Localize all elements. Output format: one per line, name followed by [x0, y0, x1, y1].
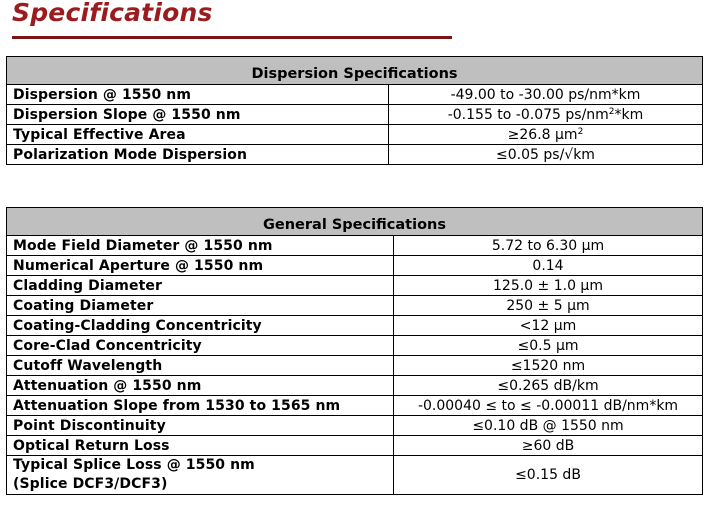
table-row — [7, 105, 703, 125]
table-row — [7, 376, 703, 396]
table-row — [7, 436, 703, 456]
row-value — [389, 105, 703, 125]
value-text: -0.155 to -0.075 ps/nm — [447, 106, 609, 123]
row-value: 0.14 — [394, 256, 703, 276]
row-label — [7, 456, 394, 495]
table-row — [7, 396, 703, 416]
row-value: ≤0.10 dB @ 1550 nm — [394, 416, 703, 436]
table-row — [7, 256, 703, 276]
table-heading: Dispersion Specifications — [7, 57, 703, 85]
row-label: Mode Field Diameter @ 1550 nm — [7, 236, 394, 256]
row-label: Core-Clad Concentricity — [7, 336, 394, 356]
title-underline — [12, 36, 452, 39]
table-row — [7, 316, 703, 336]
row-label: Dispersion Slope @ 1550 nm — [7, 105, 389, 125]
row-label: Coating Diameter — [7, 296, 394, 316]
table-row — [7, 336, 703, 356]
row-label: Attenuation @ 1550 nm — [7, 376, 394, 396]
row-value: <12 µm — [394, 316, 703, 336]
row-value: 5.72 to 6.30 µm — [394, 236, 703, 256]
table-heading: General Specifications — [7, 208, 703, 236]
page-title: Specifications — [12, 0, 213, 27]
table-row — [7, 296, 703, 316]
row-label: Numerical Aperture @ 1550 nm — [7, 256, 394, 276]
row-value: ≤0.15 dB — [394, 456, 703, 495]
row-label: Typical Effective Area — [7, 125, 389, 145]
value-text: ≥26.8 µm — [507, 126, 578, 143]
row-value: -0.00040 ≤ to ≤ -0.00011 dB/nm*km — [394, 396, 703, 416]
row-label: Polarization Mode Dispersion — [7, 145, 389, 165]
row-value: 250 ± 5 µm — [394, 296, 703, 316]
table-row — [7, 85, 703, 105]
row-label: Dispersion @ 1550 nm — [7, 85, 389, 105]
general-specifications-table — [6, 207, 703, 495]
row-value: 125.0 ± 1.0 µm — [394, 276, 703, 296]
row-label: Attenuation Slope from 1530 to 1565 nm — [7, 396, 394, 416]
row-value: ≤0.265 dB/km — [394, 376, 703, 396]
row-label-line2: (Splice DCF3/DCF3) — [13, 476, 168, 492]
row-label: Optical Return Loss — [7, 436, 394, 456]
row-label: Cutoff Wavelength — [7, 356, 394, 376]
table-row — [7, 456, 703, 495]
superscript: 2 — [608, 106, 615, 117]
table-row — [7, 276, 703, 296]
superscript: 2 — [577, 126, 584, 137]
row-label: Cladding Diameter — [7, 276, 394, 296]
value-suffix: *km — [614, 106, 644, 123]
table-row — [7, 125, 703, 145]
row-value: ≤0.5 µm — [394, 336, 703, 356]
dispersion-specifications-table — [6, 56, 703, 165]
row-value — [389, 125, 703, 145]
row-label: Point Discontinuity — [7, 416, 394, 436]
row-value: ≥60 dB — [394, 436, 703, 456]
row-value: ≤0.05 ps/√km — [389, 145, 703, 165]
row-value: -49.00 to -30.00 ps/nm*km — [389, 85, 703, 105]
table-row — [7, 236, 703, 256]
table-row — [7, 145, 703, 165]
row-label-line1: Typical Splice Loss @ 1550 nm — [13, 457, 255, 473]
row-value: ≤1520 nm — [394, 356, 703, 376]
table-row — [7, 416, 703, 436]
table-row — [7, 356, 703, 376]
row-label: Coating-Cladding Concentricity — [7, 316, 394, 336]
